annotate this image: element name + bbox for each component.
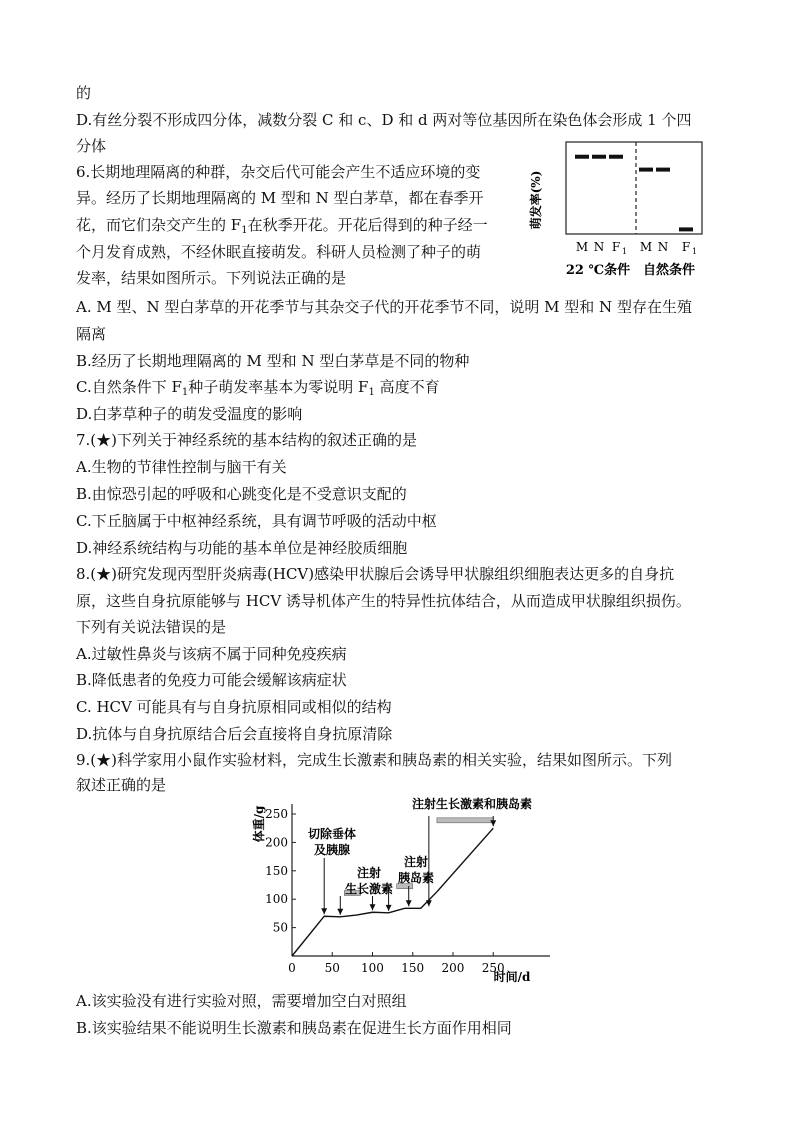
tick-label-subscript: 1	[692, 247, 698, 256]
option-d: D.抗体与自身抗原结合后会直接将自身抗原清除	[76, 725, 393, 743]
event-arrowhead	[426, 900, 432, 906]
y-axis-label: 萌发率(%)	[529, 170, 543, 230]
annotation-both: 注射生长激素和胰岛素	[411, 797, 533, 811]
question-9-stem: 9.(★)科学家用小鼠作实验材料，完成生长激素和胰岛素的相关实验，结果如图所示。下列	[76, 751, 673, 769]
option-a: A.该实验没有进行实验对照，需要增加空白对照组	[76, 992, 407, 1010]
option-b: B.该实验结果不能说明生长激素和胰岛素在促进生长方面作用相同	[76, 1019, 512, 1037]
y-tick-label: 200	[265, 835, 288, 850]
weight-chart	[250, 794, 560, 984]
y-tick-label: 100	[265, 892, 288, 907]
question-9-stem: 叙述正确的是	[76, 776, 167, 794]
tick-label-subscript: 1	[622, 247, 628, 256]
question-8-stem: 原，这些自身抗原能够与 HCV 诱导机体产生的特异性抗体结合，从而造成甲状腺组织损伤。	[76, 592, 691, 610]
question-6-stem: 个月发育成熟，不经休眠直接萌发。科研人员检测了种子的萌	[76, 243, 482, 261]
event-arrowhead	[321, 908, 327, 914]
y-tick-label: 250	[265, 807, 288, 821]
event-arrowhead	[369, 904, 375, 910]
bar-m	[639, 168, 653, 172]
bar-f1	[609, 155, 623, 159]
injection-period-both	[437, 818, 493, 823]
annotation-insulin: 胰岛素	[397, 871, 435, 885]
y-tick-label: 50	[272, 920, 288, 935]
event-arrowhead	[337, 909, 343, 915]
question-6-stem: 6.长期地理隔离的种群，杂交后代可能会产生不适应环境的变	[76, 163, 481, 181]
option-a: A.生物的节律性控制与脑干有关	[76, 458, 287, 476]
text-line: 的	[76, 84, 92, 102]
tick-label: N	[593, 240, 605, 254]
option-a: 隔离	[76, 325, 107, 343]
annotation-gh: 生长激素	[344, 882, 394, 896]
question-6-stem: 异。经历了长期地理隔离的 M 型和 N 型白茅草，都在春季开	[76, 189, 484, 207]
option-c: C.自然条件下 $F_1$种子萌发率基本为零说明 $F_1$ 高度不育	[76, 378, 440, 398]
tick-label: F	[611, 240, 621, 254]
event-arrowhead	[386, 905, 392, 911]
option-b: B.经历了长期地理隔离的 M 型和 N 型白茅草是不同的物种	[76, 352, 470, 370]
option-b: B.降低患者的免疫力可能会缓解该病症状	[76, 671, 347, 689]
question-6-stem: 发率，结果如图所示。下列说法正确的是	[76, 269, 347, 287]
option-d: D.白茅草种子的萌发受温度的影响	[76, 405, 303, 423]
bar-f1	[679, 227, 693, 231]
x-tick-label: 0	[288, 961, 296, 975]
event-arrowhead	[490, 820, 496, 826]
tick-label: N	[657, 240, 669, 254]
bar-m	[575, 155, 589, 159]
annotation-gh: 注射	[356, 866, 382, 880]
x-tick-label: 250	[481, 961, 505, 975]
annotation-insulin: 注射	[403, 855, 429, 869]
event-arrowhead	[406, 900, 412, 906]
x-tick-label: 50	[324, 961, 340, 975]
option-a: A.过敏性鼻炎与该病不属于同种免疫疾病	[76, 645, 347, 663]
x-axis-label: 时间/d	[493, 970, 531, 984]
option-a: A. M 型、N 型白茅草的开花季节与其杂交子代的开花季节不同，说明 M 型和 N 型存在生殖	[76, 298, 692, 316]
option-c: C.下丘脑属于中枢神经系统，具有调节呼吸的活动中枢	[76, 512, 437, 530]
y-tick-label: 150	[265, 863, 288, 878]
tick-label: F	[681, 240, 691, 254]
group-label-natural: 自然条件	[642, 263, 696, 278]
annotation-surgery: 及胰腺	[313, 843, 351, 857]
bar-n	[592, 155, 606, 159]
annotation-surgery: 切除垂体	[307, 827, 357, 841]
option-d: D.神经系统结构与功能的基本单位是神经胶质细胞	[76, 539, 408, 557]
y-axis-label: 体重/g	[252, 805, 266, 843]
question-8-stem: 8.(★)研究发现丙型肝炎病毒(HCV)感染甲状腺后会诱导甲状腺组织细胞表达更多的自身抗	[76, 565, 675, 583]
bar-n	[656, 168, 670, 172]
question-8-stem: 下列有关说法错误的是	[76, 618, 227, 636]
option-b: B.由惊恐引起的呼吸和心跳变化是不受意识支配的	[76, 485, 407, 503]
text-line: 分体	[76, 137, 107, 155]
option-c: C. HCV 可能具有与自身抗原相同或相似的结构	[76, 698, 392, 716]
question-7-stem: 7.(★)下列关于神经系统的基本结构的叙述正确的是	[76, 431, 418, 449]
question-6-stem: 花，而它们杂交产生的 $F_1$在秋季开花。开花后得到的种子经一	[76, 216, 488, 236]
text-line: D.有丝分裂不形成四分体，减数分裂 C 和 c、D 和 d 两对等位基因所在染色体会形成 1 个四	[76, 111, 692, 129]
group-label-22c: 22 ℃条件	[565, 263, 631, 278]
x-tick-label: 150	[401, 961, 425, 975]
tick-label: M	[575, 240, 589, 254]
germination-chart	[522, 138, 712, 280]
x-tick-label: 200	[441, 961, 465, 975]
tick-label: M	[639, 240, 653, 254]
x-tick-label: 100	[361, 961, 384, 975]
